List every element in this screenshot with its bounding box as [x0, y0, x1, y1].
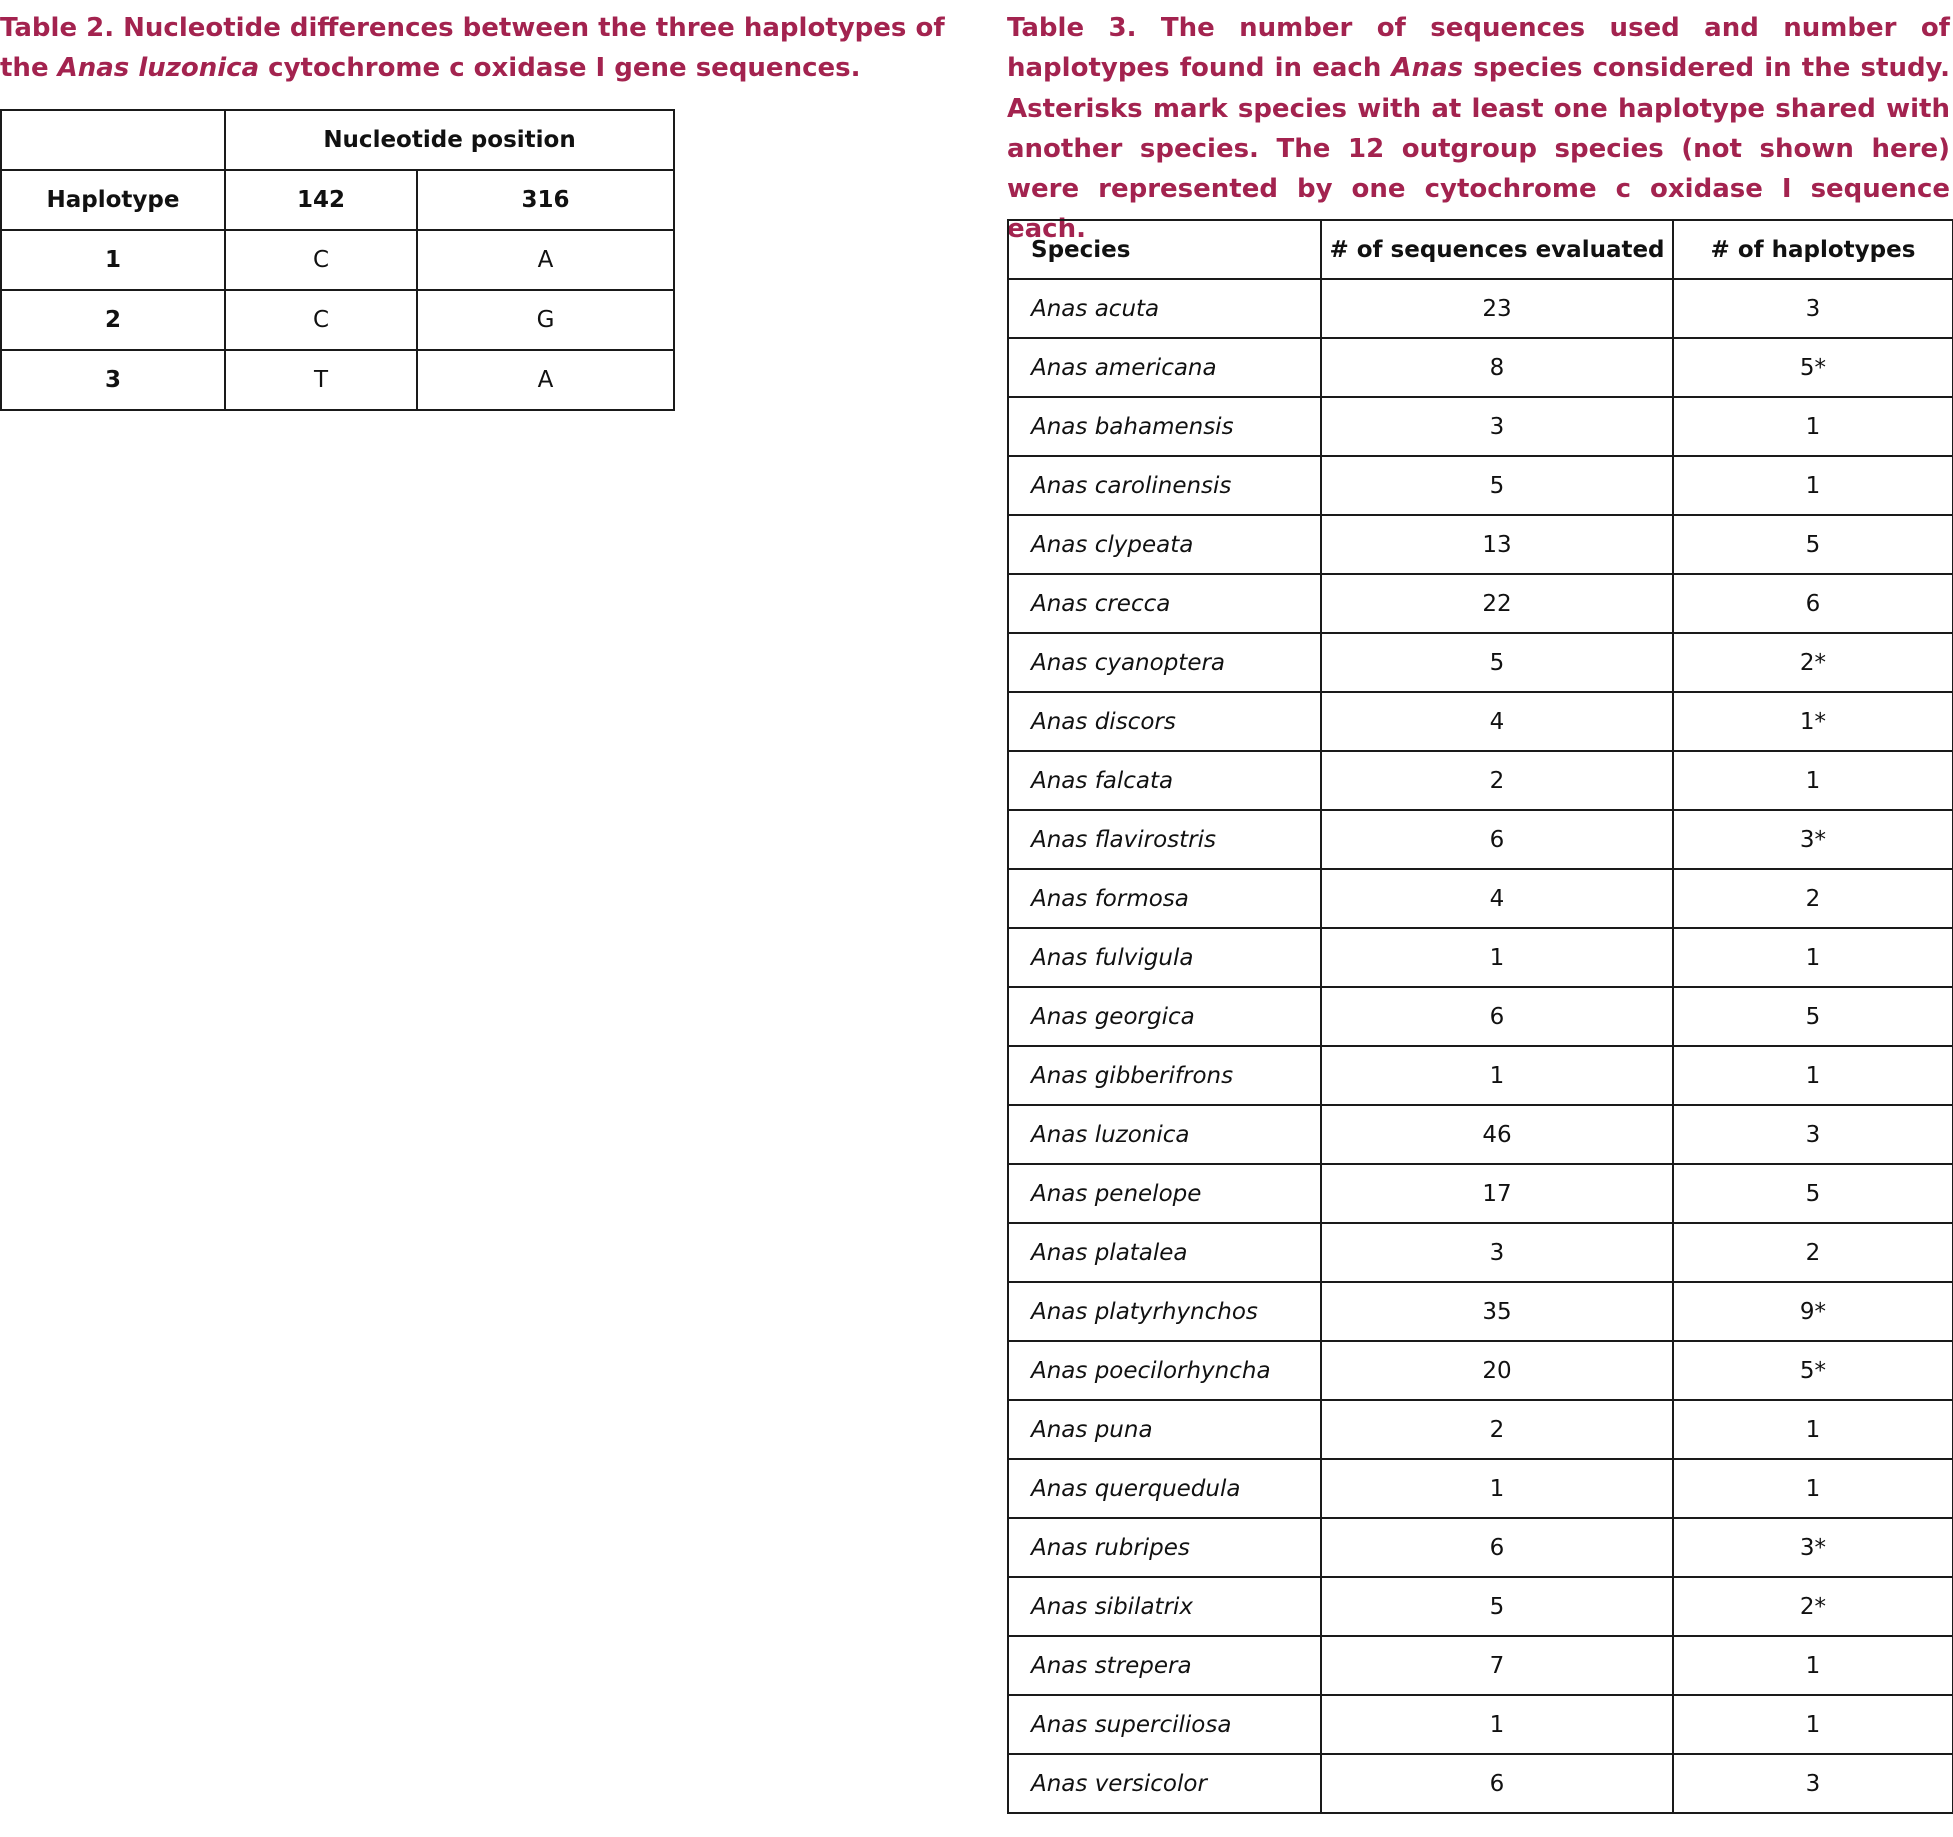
- table-row: [1008, 1695, 1953, 1754]
- position-142-cell: C: [225, 230, 417, 290]
- haplotypes-cell: 3*: [1673, 1518, 1953, 1577]
- table-row: [1008, 515, 1953, 574]
- table3-col-sequences: # of sequences evaluated: [1321, 220, 1673, 279]
- species-cell: Anas falcata: [1008, 751, 1321, 810]
- sequences-cell: 8: [1321, 338, 1673, 397]
- species-cell: Anas carolinensis: [1008, 456, 1321, 515]
- table3-body: [1008, 279, 1953, 1813]
- haplotypes-cell: 1: [1673, 456, 1953, 515]
- haplotypes-cell: 5*: [1673, 338, 1953, 397]
- table2-body: [1, 230, 674, 410]
- table-row: [1008, 810, 1953, 869]
- haplotypes-cell: 5: [1673, 987, 1953, 1046]
- species-cell: Anas puna: [1008, 1400, 1321, 1459]
- haplotypes-cell: 1: [1673, 1400, 1953, 1459]
- table-row: [1008, 279, 1953, 338]
- table-row: [1008, 1400, 1953, 1459]
- sequences-cell: 1: [1321, 928, 1673, 987]
- table2-caption-species: Anas luzonica: [57, 53, 260, 84]
- table2-group-header: Nucleotide position: [225, 110, 674, 170]
- haplotypes-cell: 1: [1673, 1459, 1953, 1518]
- species-cell: Anas formosa: [1008, 869, 1321, 928]
- sequences-cell: 3: [1321, 397, 1673, 456]
- sequences-cell: 46: [1321, 1105, 1673, 1164]
- sequences-cell: 6: [1321, 1754, 1673, 1813]
- sequences-cell: 4: [1321, 869, 1673, 928]
- sequences-cell: 6: [1321, 810, 1673, 869]
- species-cell: Anas sibilatrix: [1008, 1577, 1321, 1636]
- table3-caption-part1: Table 3. The number of sequences used and number of haplotypes found in each: [1007, 13, 1950, 84]
- species-cell: Anas gibberifrons: [1008, 1046, 1321, 1105]
- table-row: [1008, 397, 1953, 456]
- haplotypes-cell: 5: [1673, 515, 1953, 574]
- haplotypes-cell: 6: [1673, 574, 1953, 633]
- haplotypes-cell: 3*: [1673, 810, 1953, 869]
- sequences-cell: 1: [1321, 1046, 1673, 1105]
- species-cell: Anas platyrhynchos: [1008, 1282, 1321, 1341]
- table-row: [1008, 869, 1953, 928]
- sequences-cell: 6: [1321, 987, 1673, 1046]
- sequences-cell: 13: [1321, 515, 1673, 574]
- sequences-cell: 2: [1321, 1400, 1673, 1459]
- species-cell: Anas strepera: [1008, 1636, 1321, 1695]
- haplotypes-cell: 3: [1673, 1105, 1953, 1164]
- haplotypes-cell: 2: [1673, 869, 1953, 928]
- nucleotide-differences-table: [0, 109, 675, 411]
- table-row: [1008, 1754, 1953, 1813]
- species-cell: Anas penelope: [1008, 1164, 1321, 1223]
- position-316-cell: G: [417, 290, 674, 350]
- species-cell: Anas americana: [1008, 338, 1321, 397]
- species-cell: Anas bahamensis: [1008, 397, 1321, 456]
- position-316-cell: A: [417, 230, 674, 290]
- sequences-cell: 1: [1321, 1695, 1673, 1754]
- table2-caption-part2: cytochrome c oxidase I gene sequences.: [259, 53, 861, 84]
- sequences-cell: 1: [1321, 1459, 1673, 1518]
- table-row: [1008, 633, 1953, 692]
- table-row: [1008, 1636, 1953, 1695]
- sequences-cell: 20: [1321, 1341, 1673, 1400]
- species-cell: Anas discors: [1008, 692, 1321, 751]
- haplotypes-cell: 1: [1673, 751, 1953, 810]
- table3-col-haplotypes: # of haplotypes: [1673, 220, 1953, 279]
- table2-col-haplotype: Haplotype: [1, 170, 225, 230]
- haplotypes-cell: 1: [1673, 1046, 1953, 1105]
- species-sequences-table: [1007, 219, 1953, 1814]
- table-row: [1008, 928, 1953, 987]
- table-row: [1008, 1046, 1953, 1105]
- sequences-cell: 6: [1321, 1518, 1673, 1577]
- table-row: [1008, 1518, 1953, 1577]
- species-cell: Anas acuta: [1008, 279, 1321, 338]
- table-row: [1008, 1341, 1953, 1400]
- sequences-cell: 3: [1321, 1223, 1673, 1282]
- table-row: [1008, 338, 1953, 397]
- sequences-cell: 5: [1321, 1577, 1673, 1636]
- table-row: [1008, 574, 1953, 633]
- table-row: [1008, 692, 1953, 751]
- haplotype-cell: 2: [1, 290, 225, 350]
- table3-header-row: [1008, 220, 1953, 279]
- table3-caption-part2: species considered in the study. Asterisks mark species with at least one haplotype shared with another species. The 12 outgroup species (not shown here) were represented by one cytochrome c oxidase I sequence each.: [1007, 53, 1950, 245]
- sequences-cell: 22: [1321, 574, 1673, 633]
- table-row: [1, 290, 674, 350]
- table2-col-position-316: 316: [417, 170, 674, 230]
- haplotypes-cell: 1: [1673, 397, 1953, 456]
- haplotypes-cell: 1: [1673, 928, 1953, 987]
- species-cell: Anas querquedula: [1008, 1459, 1321, 1518]
- haplotypes-cell: 2*: [1673, 633, 1953, 692]
- table3-caption: [1007, 8, 1950, 250]
- species-cell: Anas platalea: [1008, 1223, 1321, 1282]
- species-cell: Anas flavirostris: [1008, 810, 1321, 869]
- table-row: [1008, 1577, 1953, 1636]
- haplotype-cell: 3: [1, 350, 225, 410]
- table2-caption-part1: Table 2. Nucleotide differences between the three haplotypes of the: [0, 13, 945, 84]
- haplotype-cell: 1: [1, 230, 225, 290]
- sequences-cell: 4: [1321, 692, 1673, 751]
- table-row: [1008, 987, 1953, 1046]
- species-cell: Anas clypeata: [1008, 515, 1321, 574]
- haplotypes-cell: 3: [1673, 1754, 1953, 1813]
- position-142-cell: C: [225, 290, 417, 350]
- sequences-cell: 5: [1321, 456, 1673, 515]
- haplotypes-cell: 1: [1673, 1636, 1953, 1695]
- table-row: [1008, 1223, 1953, 1282]
- table-row: [1008, 1164, 1953, 1223]
- sequences-cell: 35: [1321, 1282, 1673, 1341]
- haplotypes-cell: 5*: [1673, 1341, 1953, 1400]
- table-row: [1008, 1459, 1953, 1518]
- table3-col-species: Species: [1008, 220, 1321, 279]
- haplotypes-cell: 2*: [1673, 1577, 1953, 1636]
- table-row: [1, 230, 674, 290]
- sequences-cell: 7: [1321, 1636, 1673, 1695]
- table-row: [1008, 751, 1953, 810]
- table2-header-row: [1, 170, 674, 230]
- table-row: [1008, 456, 1953, 515]
- sequences-cell: 2: [1321, 751, 1673, 810]
- table2-group-header-row: [1, 110, 674, 170]
- species-cell: Anas georgica: [1008, 987, 1321, 1046]
- species-cell: Anas poecilorhyncha: [1008, 1341, 1321, 1400]
- table-row: [1008, 1105, 1953, 1164]
- table3-caption-genus: Anas: [1391, 53, 1464, 84]
- species-cell: Anas cyanoptera: [1008, 633, 1321, 692]
- species-cell: Anas rubripes: [1008, 1518, 1321, 1577]
- sequences-cell: 23: [1321, 279, 1673, 338]
- species-cell: Anas luzonica: [1008, 1105, 1321, 1164]
- species-cell: Anas versicolor: [1008, 1754, 1321, 1813]
- sequences-cell: 5: [1321, 633, 1673, 692]
- position-142-cell: T: [225, 350, 417, 410]
- sequences-cell: 17: [1321, 1164, 1673, 1223]
- table2-col-position-142: 142: [225, 170, 417, 230]
- table-row: [1, 350, 674, 410]
- haplotypes-cell: 5: [1673, 1164, 1953, 1223]
- table-row: [1008, 1282, 1953, 1341]
- haplotypes-cell: 2: [1673, 1223, 1953, 1282]
- species-cell: Anas crecca: [1008, 574, 1321, 633]
- species-cell: Anas fulvigula: [1008, 928, 1321, 987]
- position-316-cell: A: [417, 350, 674, 410]
- haplotypes-cell: 1*: [1673, 692, 1953, 751]
- table2-empty-corner-cell: [1, 110, 225, 170]
- species-cell: Anas superciliosa: [1008, 1695, 1321, 1754]
- table2-caption: [0, 8, 985, 89]
- haplotypes-cell: 1: [1673, 1695, 1953, 1754]
- haplotypes-cell: 9*: [1673, 1282, 1953, 1341]
- haplotypes-cell: 3: [1673, 279, 1953, 338]
